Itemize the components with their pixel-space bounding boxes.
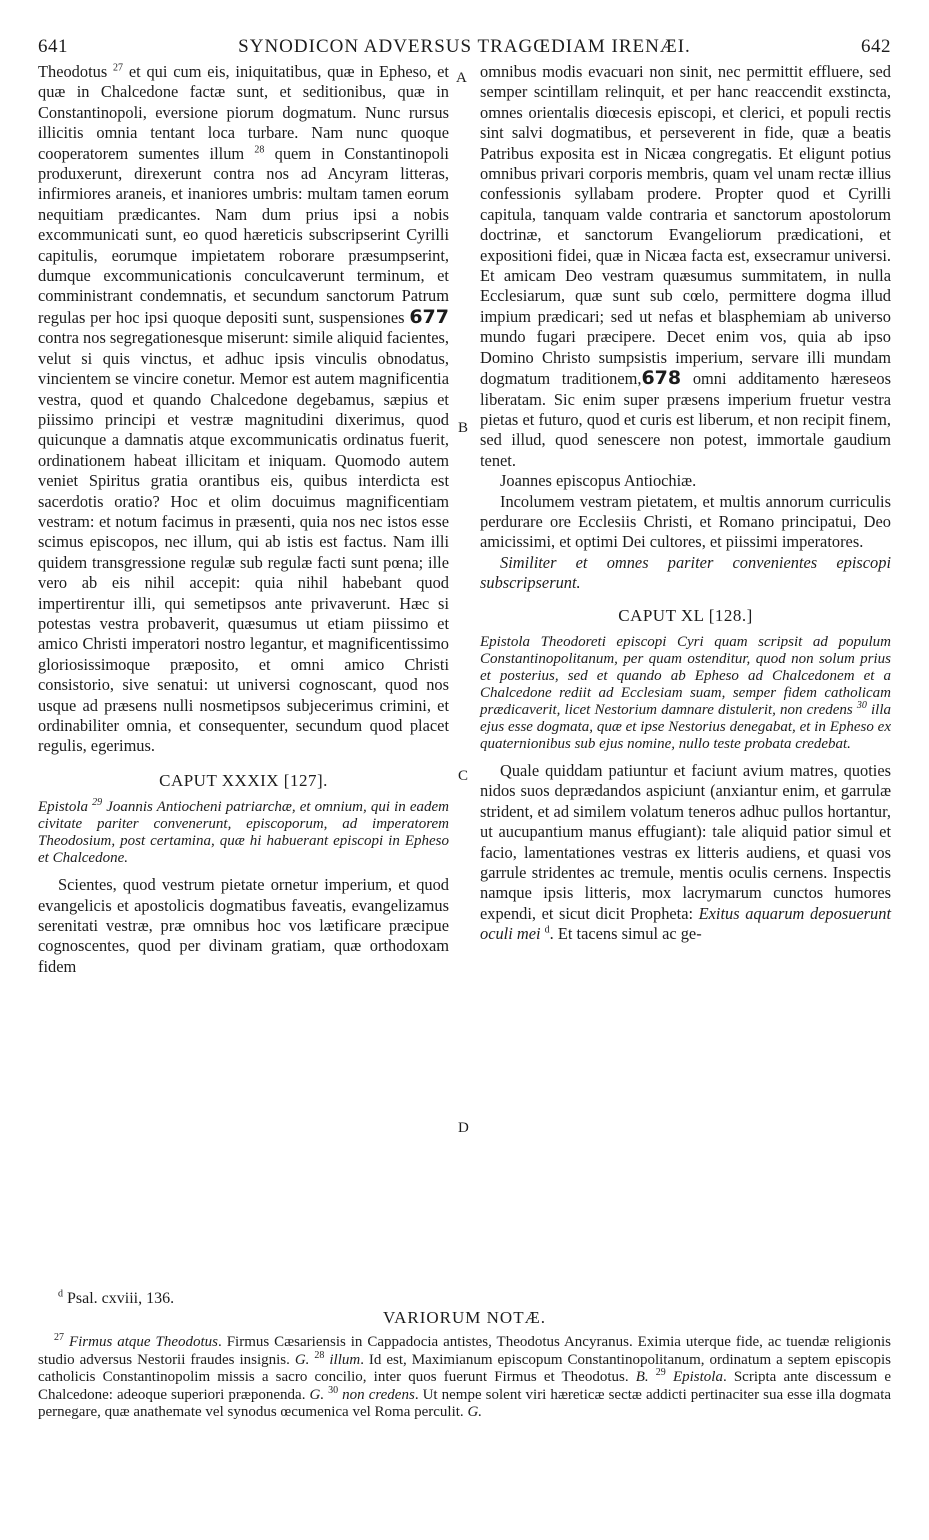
- note-number-28: 28: [314, 1349, 325, 1361]
- signature-joannes: Joannes episcopus Antiochiæ.: [500, 471, 697, 491]
- column-number-678: 678: [641, 367, 682, 390]
- subscription-text: Incolumem vestram pietatem, et multis annorum curriculis perdurare ore Ecclesiis Christi, et Romano principatui, Deo amicissimi, et optimi Dei cultores, et piissimi imperatores.: [480, 491, 891, 552]
- footnote-ref-29[interactable]: 29: [92, 797, 103, 809]
- running-header: [38, 36, 891, 60]
- footnote-ref-28[interactable]: 28: [254, 144, 265, 156]
- column-number-677: 677: [409, 305, 449, 328]
- variorum-notes: $^{27}$ Firmus atque Theodotus. Firmus Cæsariensis in Cappadocia antistes, Theodotus Ancyranus. Eximia uterque fide, ac tuendæ religionis studio adversus Nestorii fraudes insignis. G. $^{28}$ illum. Id est, Maximianum episcopum Constantinopolitanum, ordinatum a septem episcopis catholicis Constantinopolim missis a sacro concilio, inter quos fuerunt Firmus et Theodotus. B. $^{29}$ Epistola. Scripta ante discessum e Chalcedone: adeoque superiori præponenda. G. $^{30}$ non credens. Ut nempe solent viri hæreticæ sectæ addicti pertinaciter sua esse illa dogmata pernegare, quæ anathemate vel synodus œcumenica vel Roma perculit. G.: [38, 1332, 892, 1420]
- footnote-ref-30[interactable]: 30: [856, 699, 867, 711]
- page-number-left: 641: [38, 36, 68, 57]
- margin-letter-c: C: [458, 768, 469, 784]
- chapter-heading-40: CAPUT XL [128.]: [618, 605, 753, 625]
- chapter-heading-39: CAPUT XXXIX [127].: [159, 770, 328, 790]
- left-paragraph-1: Theodotus $^{27}$ et qui cum eis, iniquitatibus, quæ in Epheso, et quæ in Chalcedone factæ sunt, et seditionibus, quæ in Constantinopoli, eversione piorum dogmatum. Nunc rursus illicitis omnia tentant loca turbare. Nam nunc quoque cooperatorem sumentes illum $^{28}$ quem in Constantinopoli produxerunt, direxerunt contra nos ad Ancyram litteras, infirmiores araneis, et inaniores umbris: multam tamen eorum nequitiam prædicantes. Nam dum prius ipsi a nobis excommunicati sunt, eo quod hæreticis subscripserint Cyrilli capitulis, eorumque impietatem roborare præsumpserint, dumque excommunicationis conculcaverunt terminum, et comministrant condemnatis, et secundum sanctorum Patrum regulas per hoc ipsi quoque depositi sunt, suspensiones 677 contra nos segregationesque miserunt: simile aliquid facientes, velut si quis vinctus, et adhuc ipsis vinculis obnodatus, vincientem se vincire conetur. Memor est autem magnificentia vestra, quod et quando Chalcedone degebamus, sæpius et piissimo principi et vestræ magnitudini dixerimus, quod quicunque a damnatis atque excommunicatis ordinatus fuerit, ordinationem habeat illicitam et iniquam. Quomodo autem veniet Spiritus gratia orantibus eis, quibus interdicta est sacerdotis oratio? Hoc et olim docuimus magnificentiam vestram: et notum facimus in præsenti, quia nos nec istos esse scimus episcopos, nec illum, qui ab istis est factus. Nam illi quidem transgressione regulæ sub regulæ facti sunt pœna; ille vero ab eis nihil accepit: quia nihil habebant quod impertirentur illi, qui semetipsos ante privaverunt. Hæc si potestas vestra probaverit, quæsumus ut etiam piissimo et amico Christi imperatori nostro legantur, et magnificentissimo gloriosissimoque præposito, et omni amico Christi consistorio, sive senatui: ut universi cognoscant, quod nos usque ad præsens nulli nosmetipsos subjecerimus crimini, et ordinabiliter omnia, et consequenter, secundum quod placet regulis, egerimus.: [38, 62, 450, 756]
- right-paragraph-1: omnibus modis evacuari non sinit, nec permittit effluere, sed semper scintillam relinquit, et per hanc reaccendit exstincta, omnes orientalis diœcesis episcopi, et clerici, et populi rectis sint salvi dogmatibus, et perseverent in fide, quæ a beatis Patribus exposita est in Nicæa congregatis. Et eligunt potius omnibus privari corporis membris, quam vel unam rectæ illius confessionis syllabam prodere. Propter quod et Cyrilli capitula, tanquam valde contraria et sanctorum apostolorum doctrinæ, et sanctorum Evangeliorum prædicationi, et expositioni fidei, quæ in Nicæa facta est, exsecramur universi. Et amicam Deo vestram quæsumus summitatem, in nulla Ecclesiarum, quæ sunt sub cœlo, permittere dogma illud impium prædicari; sed ut nefas et blasphemiam ab universo mundo fugari præcipere. Decet enim vos, quia ab ipso Domino Christo sumpsistis imperium, servare illi mundam dogmatum traditionem,678 omni additamento hæreseos liberatam. Sic enim super præsens imperium fruetur vestra pietas et futuro, quod et curis est liberum, et non recipit finem, sed illud, quod senescere non potest, immortale gaudium tenet.: [480, 62, 891, 470]
- running-title: SYNODICON ADVERSUS TRAGŒDIAM IRENÆI.: [238, 36, 691, 57]
- variorum-notes-title: VARIORUM NOTÆ.: [383, 1308, 546, 1327]
- right-column: [480, 62, 891, 945]
- left-paragraph-2: Scientes, quod vestrum pietate ornetur imperium, et quod evangelicis et apostolicis dogmatibus faveatis, evangelizamus serenitati vestræ, præ omnibus hoc vos lætificare præcipue cognoscentes, quod per divinam gratiam, quæ orthodoxam fidem: [38, 875, 449, 976]
- margin-letter-a: A: [456, 70, 467, 86]
- scripture-footnote: $^d$ Psal. cxviii, 136.: [58, 1288, 175, 1307]
- note-number-30: 30: [328, 1384, 339, 1396]
- footnote-ref-27[interactable]: 27: [113, 62, 124, 74]
- margin-letter-b: B: [458, 420, 469, 436]
- page-number-right: 642: [861, 36, 891, 57]
- psalm-quote: Exitus aquarum deposuerunt oculi mei: [480, 903, 891, 944]
- margin-letter-d: D: [458, 1120, 469, 1136]
- right-paragraph-2: Quale quiddam patiuntur et faciunt avium matres, quoties nidos suos deprædandos aspiciunt (anxiantur enim, et garrulæ strident, et ad similem volatum teneros adhuc pullos hortantur, ut aucupantium manus effugiant): tale aliquid patior simul et facio, lamentationes vestras ex litteris audiens, et quasi vos garrule stridentes ac tremule, mentis oculis cernens. Inspectis namque ipsis litteris, mox lacrymarum cunctos humores expendi, et sicut dicit Propheta: Exitus aquarum deposuerunt oculi mei $^d$. Et tacens simul ac ge-: [480, 760, 891, 944]
- chapter-summary-39: Epistola $^{29}$ Joannis Antiocheni patriarchæ, et omnium, qui in eadem civitate pariter convenerunt, episcoporum, ad imperatorem Theodosium, post certamina, quæ hi habuerant episcopi in Epheso et Chalcedone.: [38, 797, 449, 867]
- subscription-note: Similiter et omnes pariter convenientes episcopi subscripserunt.: [480, 552, 891, 593]
- note-number-29: 29: [655, 1367, 666, 1378]
- chapter-summary-40: Epistola Theodoreti episcopi Cyri quam scripsit ad populum Constantinopolitanum, per quam ostenditur, quod non solum prius et posterius, sed et quando ab Epheso ad Chalcedonem et a Chalcedone rediit ad Ecclesiam suam, semper fidem catholicam prædicaverit, licet Nestorium damnare distulerit, non credens $^{30}$ illa ejus esse dogmata, quæ et ipse Nestorius denegabat, et in Epheso ex quaternionibus sub ejus nomine, nullo teste probata credebat.: [480, 633, 891, 752]
- footnote-ref-d[interactable]: d: [544, 924, 550, 936]
- note-number-27: 27: [54, 1332, 64, 1343]
- left-column: [38, 62, 449, 977]
